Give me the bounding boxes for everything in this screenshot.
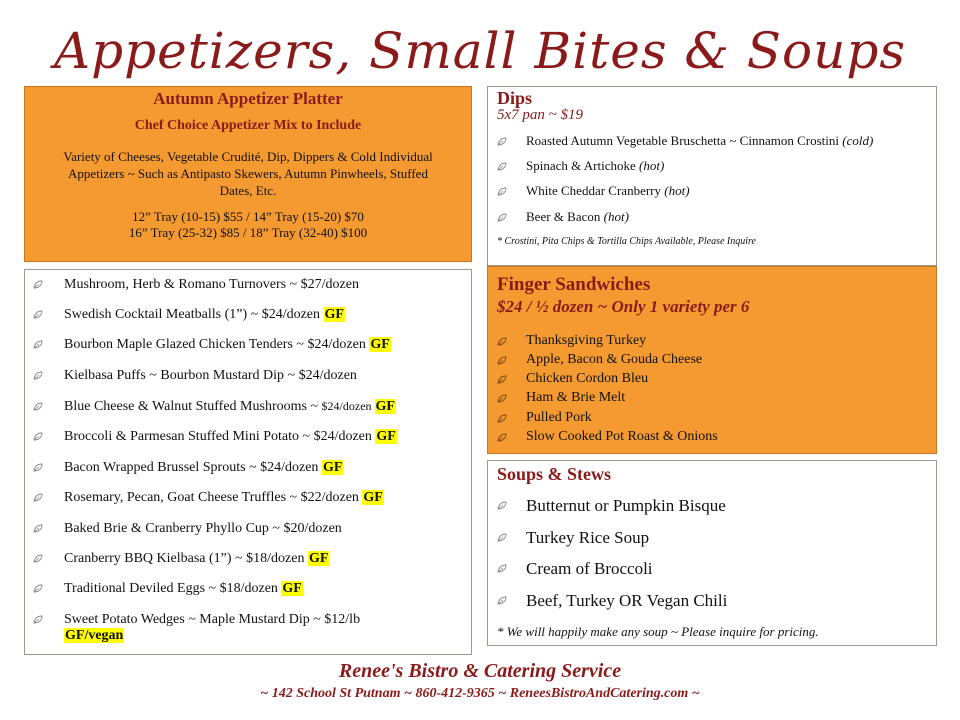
dips-panel xyxy=(487,86,937,266)
soups-title: Soups & Stews xyxy=(497,464,612,484)
platter-panel xyxy=(24,86,472,262)
leaf-bullet-icon xyxy=(497,187,507,197)
gf-badge: GF xyxy=(376,429,396,444)
soups-panel xyxy=(487,460,937,646)
leaf-bullet-icon xyxy=(33,340,43,350)
leaf-bullet-icon xyxy=(33,280,43,290)
leaf-bullet-icon xyxy=(497,162,507,172)
leaf-bullet-icon xyxy=(33,432,43,442)
appetizer-text: Mushroom, Herb & Romano Turnovers ~ $27/dozen xyxy=(64,277,359,292)
gf-badge: GF xyxy=(363,490,383,505)
leaf-bullet-icon xyxy=(497,375,507,385)
page-title: Appetizers, Small Bites & Soups xyxy=(53,22,907,80)
dip-temp: (cold) xyxy=(842,133,874,148)
appetizer-text: Baked Brie & Cranberry Phyllo Cup ~ $20/dozen xyxy=(64,521,342,536)
platter-heading: Autumn Appetizer Platter xyxy=(153,89,343,108)
appetizer-list-panel xyxy=(24,269,472,655)
dip-temp: (hot) xyxy=(603,209,629,224)
gf-badge: GF xyxy=(324,307,344,322)
list-item-continuation xyxy=(64,627,124,644)
soup-name: Cream of Broccoli xyxy=(526,559,653,578)
leaf-bullet-icon xyxy=(33,371,43,381)
appetizer-text: Cranberry BBQ Kielbasa (1”) ~ $18/dozen xyxy=(64,551,308,566)
leaf-bullet-icon xyxy=(33,524,43,534)
dip-name: White Cheddar Cranberry xyxy=(526,183,665,198)
leaf-bullet-icon xyxy=(497,414,507,424)
appetizer-text: Swedish Cocktail Meatballs (1”) ~ $24/dozen xyxy=(64,307,324,322)
gf-badge: GF xyxy=(282,581,302,596)
gf-badge: GF xyxy=(370,337,390,352)
leaf-bullet-icon xyxy=(497,433,507,443)
leaf-bullet-icon xyxy=(497,533,507,543)
leaf-bullet-icon xyxy=(497,564,507,574)
leaf-bullet-icon xyxy=(33,463,43,473)
appetizer-text: Rosemary, Pecan, Goat Cheese Truffles ~ $22/dozen xyxy=(64,490,363,505)
gf-vegan-badge: GF/vegan xyxy=(65,628,124,643)
platter-description: Variety of Cheeses, Vegetable Crudité, Dip, Dippers & Cold Individual Appetizers ~ Such as Antipasto Skewers, Autumn Pinwheels, Stuffed Dates, Etc. xyxy=(63,149,433,198)
platter-pricing-line-2: 16” Tray (25-32) $85 / 18” Tray (32-40) $100 xyxy=(128,225,368,240)
sandwich-name: Ham & Brie Melt xyxy=(526,390,626,405)
sandwich-name: Thanksgiving Turkey xyxy=(526,333,647,348)
dip-temp: (hot) xyxy=(664,183,690,198)
sandwich-name: Slow Cooked Pot Roast & Onions xyxy=(526,429,718,444)
leaf-bullet-icon xyxy=(33,310,43,320)
sandwich-name: Apple, Bacon & Gouda Cheese xyxy=(526,352,703,367)
appetizer-text: Traditional Deviled Eggs ~ $18/dozen xyxy=(64,581,282,596)
business-name: Renee's Bistro & Catering Service xyxy=(338,660,622,682)
leaf-bullet-icon xyxy=(497,356,507,366)
platter-pricing-line-1: 12” Tray (10-15) $55 / 14” Tray (15-20) $70 xyxy=(132,209,364,224)
soup-name: Turkey Rice Soup xyxy=(526,528,650,547)
soup-name: Beef, Turkey OR Vegan Chili xyxy=(526,591,728,610)
platter-subheading: Chef Choice Appetizer Mix to Include xyxy=(134,118,362,133)
sandwiches-price: $24 / ½ dozen ~ Only 1 variety per 6 xyxy=(497,297,750,316)
dip-name: Spinach & Artichoke xyxy=(526,158,640,173)
appetizer-text: Kielbasa Puffs ~ Bourbon Mustard Dip ~ $24/dozen xyxy=(64,368,357,383)
leaf-bullet-icon xyxy=(497,337,507,347)
gf-badge: GF xyxy=(322,460,343,475)
soup-name: Butternut or Pumpkin Bisque xyxy=(526,496,726,515)
appetizer-price: $24/dozen xyxy=(321,399,375,413)
leaf-bullet-icon xyxy=(33,615,43,625)
sandwiches-title: Finger Sandwiches xyxy=(497,274,651,295)
leaf-bullet-icon xyxy=(497,394,507,404)
appetizer-text: Blue Cheese & Walnut Stuffed Mushrooms ~ xyxy=(64,399,322,414)
dip-name: Roasted Autumn Vegetable Bruschetta ~ Cinnamon Crostini xyxy=(526,133,843,148)
dip-name: Beer & Bacon xyxy=(526,209,604,224)
appetizer-text: Bourbon Maple Glazed Chicken Tenders ~ $24/dozen xyxy=(64,337,370,352)
sandwich-name: Pulled Pork xyxy=(526,410,592,425)
dips-title: Dips xyxy=(497,88,533,108)
leaf-bullet-icon xyxy=(33,554,43,564)
gf-badge: GF xyxy=(375,399,395,414)
sandwiches-panel xyxy=(487,266,937,454)
soups-footnote: * We will happily make any soup ~ Please inquire for pricing. xyxy=(497,624,819,639)
appetizer-text: Broccoli & Parmesan Stuffed Mini Potato ~ $24/dozen xyxy=(64,429,376,444)
leaf-bullet-icon xyxy=(497,596,507,606)
sandwich-name: Chicken Cordon Bleu xyxy=(526,371,649,386)
leaf-bullet-icon xyxy=(497,213,507,223)
leaf-bullet-icon xyxy=(33,402,43,412)
dips-footnote: * Crostini, Pita Chips & Tortilla Chips Available, Please Inquire xyxy=(497,236,756,247)
dips-price: 5x7 pan ~ $19 xyxy=(497,107,584,123)
business-contact: ~ 142 School St Putnam ~ 860-412-9365 ~ ReneesBistroAndCatering.com ~ xyxy=(260,686,700,701)
gf-badge: GF xyxy=(308,551,329,566)
leaf-bullet-icon xyxy=(33,584,43,594)
leaf-bullet-icon xyxy=(497,501,507,511)
dip-temp: (hot) xyxy=(639,158,665,173)
appetizer-text: Sweet Potato Wedges ~ Maple Mustard Dip ~ $12/lb xyxy=(64,612,361,627)
leaf-bullet-icon xyxy=(497,137,507,147)
appetizer-text: Bacon Wrapped Brussel Sprouts ~ $24/dozen xyxy=(64,460,322,475)
leaf-bullet-icon xyxy=(33,493,43,503)
